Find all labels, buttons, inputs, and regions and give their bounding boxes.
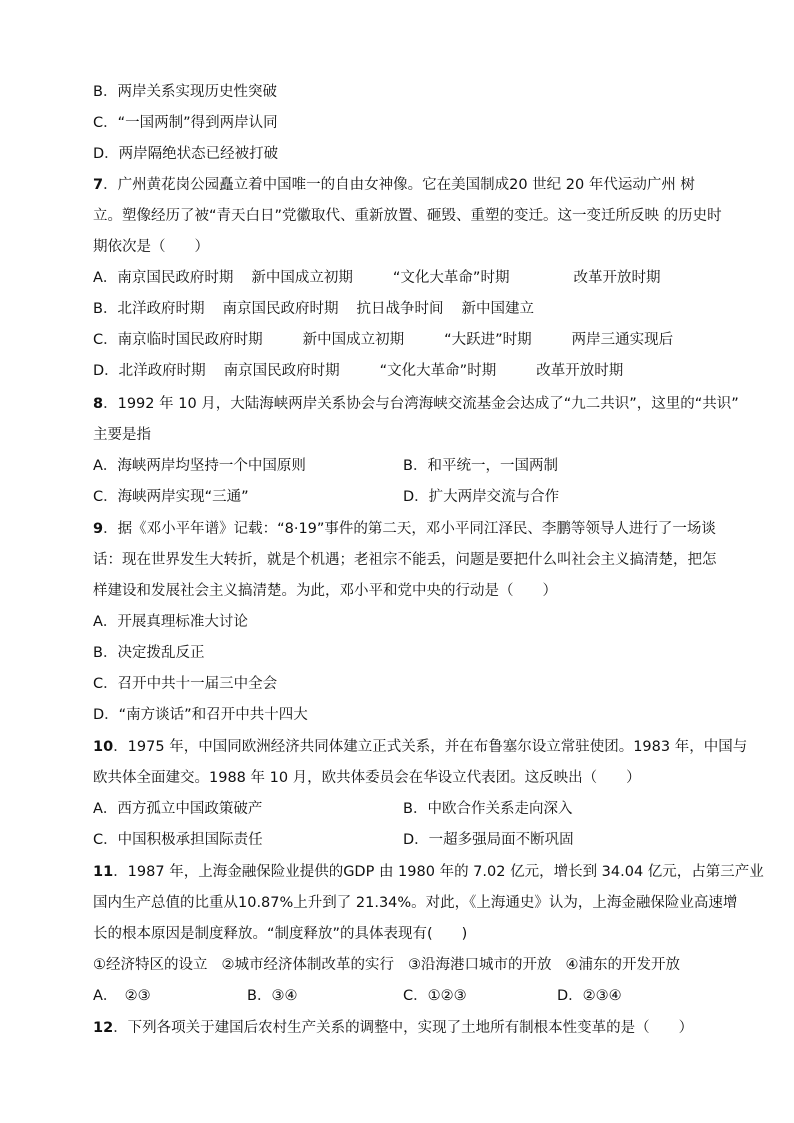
q8-option-b: B．和平统一，一国两制 [403,458,558,474]
q8-stem-line1 [93,394,739,414]
q12-text1: ．下列各项关于建国后农村生产关系的调整中，实现了土地所有制根本性变革的是（ ） [113,1020,694,1036]
q10-stem-line1 [93,737,747,757]
q6-option-c: C．“一国两制”得到两岸认同 [93,115,278,131]
q9-text1: ．据《邓小平年谱》记载：“8·19”事件的第二天，邓小平同江泽民、李鹏等领导人进行了一场谈 [103,521,716,537]
q7-number: 7 [93,177,104,193]
q7-b-part3: 抗日战争时间 [356,301,444,317]
q10-option-a: A．西方孤立中国政策破产 [93,801,263,817]
q7-c-part1: C．南京临时国民政府时期 [93,332,263,348]
q11-item-2: ②城市经济体制改革的实行 [221,957,394,973]
q9-number: 9 [93,521,104,537]
q8-text1: ．1992 年 10 月，大陆海峡两岸关系协会与台湾海峡交流基金会达成了“九二共识”，这里的“共识” [103,396,739,412]
q11-number: 11 [93,864,114,880]
q7-d-part3: “文化大革命”时期 [379,363,497,379]
q7-option-b [93,299,534,319]
q8-option-c: C．海峡两岸实现“三通” [93,489,249,505]
q10-number: 10 [93,739,114,755]
q11-stem-line2: 国内生产总值的比重从10.87%上升到了 21.34%。对此，《上海通史》认为，上海金融保险业高速增 [93,895,738,911]
q8-number: 8 [93,396,104,412]
q11-option-b: B．③④ [247,988,298,1004]
q9-option-a: A．开展真理标准大讨论 [93,614,248,630]
q11-item-1: ①经济特区的设立 [93,957,208,973]
q11-items [93,955,680,975]
q10-option-b: B．中欧合作关系走向深入 [403,801,573,817]
q7-a-part4: 改革开放时期 [573,270,661,286]
q7-option-c [93,330,673,350]
q7-b-part2: 南京国民政府时期 [222,301,339,317]
q7-a-part3: “文化大革命”时期 [392,270,510,286]
q9-option-b: B．决定拨乱反正 [93,645,205,661]
q7-option-d [93,361,623,381]
q11-stem-line3: 长的根本原因是制度释放。“制度释放”的具体表现有( ) [93,926,468,942]
q11-text1: ．1987 年，上海金融保险业提供的GDP 由 1980 年的 7.02 亿元，增长到 34.04 亿元，占第三产业 [113,864,764,880]
q7-a-part1: A．南京国民政府时期 [93,270,234,286]
q7-c-part3: “大跃进”时期 [444,332,532,348]
q7-text1: ．广州黄花岗公园矗立着中国唯一的自由女神像。它在美国制成20 世纪 20 年代运动广州 树 [103,177,695,193]
q7-stem-line3: 期依次是（ ） [93,239,209,255]
q11-item-3: ③沿海港口城市的开放 [408,957,552,973]
q7-c-part2: 新中国成立初期 [302,332,405,348]
q9-stem-line2: 话：现在世界发生大转折，就是个机遇；老祖宗不能丢，问题是要把什么叫社会主义搞清楚，把怎 [93,552,717,568]
q8-option-a: A．海峡两岸均坚持一个中国原则 [93,458,306,474]
q11-option-a: A． ②③ [93,988,151,1004]
q6-option-d: D．两岸隔绝状态已经被打破 [93,146,279,162]
q7-b-part4: 新中国建立 [461,301,534,317]
q7-stem-line2: 立。塑像经历了被“青天白日”党徽取代、重新放置、砸毁、重塑的变迁。这一变迁所反映 的历史时 [93,208,722,224]
q12-number: 12 [93,1020,114,1036]
q7-d-part1: D．北洋政府时期 [93,363,206,379]
q7-d-part4: 改革开放时期 [536,363,624,379]
q9-stem-line3: 样建设和发展社会主义搞清楚。为此，邓小平和党中央的行动是（ ） [93,583,557,599]
q11-option-d: D．②③④ [557,988,622,1004]
q12-stem-line1 [93,1018,693,1038]
q8-stem-line2: 主要是指 [93,427,151,443]
q7-d-part2: 南京国民政府时期 [223,363,340,379]
q7-a-part2: 新中国成立初期 [251,270,353,286]
q11-option-c: C．①②③ [403,988,467,1004]
q10-option-c: C．中国积极承担国际责任 [93,832,263,848]
q11-stem-line1 [93,862,764,882]
q10-text1: ．1975 年，中国同欧洲经济共同体建立正式关系，并在布鲁塞尔设立常驻使团。1983 年，中国与 [113,739,748,755]
q10-option-d: D．一超多强局面不断巩固 [403,832,574,848]
q8-option-d: D．扩大两岸交流与合作 [403,489,560,505]
q9-stem-line1 [93,519,716,539]
q11-item-4: ④浦东的开发开放 [565,957,680,973]
q7-option-a [93,268,660,288]
q9-option-c: C．召开中共十一届三中全会 [93,676,278,692]
q10-stem-line2: 欧共体全面建交。1988 年 10 月，欧共体委员会在华设立代表团。这反映出（ ） [93,770,641,786]
q7-b-part1: B．北洋政府时期 [93,301,205,317]
q6-option-b: B．两岸关系实现历史性突破 [93,84,277,100]
q9-option-d: D．“南方谈话”和召开中共十四大 [93,707,308,723]
q7-c-part4: 两岸三通实现后 [571,332,674,348]
q7-stem-line1 [93,175,695,195]
